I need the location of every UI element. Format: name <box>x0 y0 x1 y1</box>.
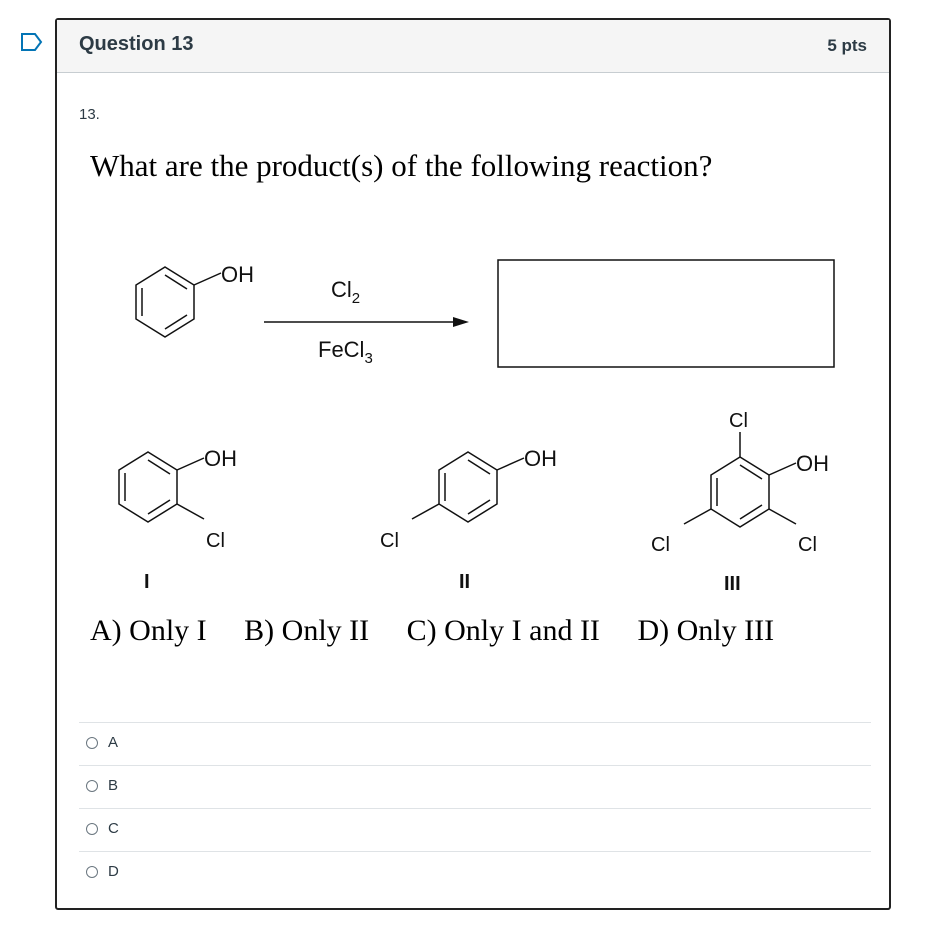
reagent-top <box>331 277 360 307</box>
choices-text-line <box>90 614 804 648</box>
radio-button-a[interactable] <box>86 737 98 749</box>
structure-iii-label: III <box>724 573 741 595</box>
answer-list <box>79 722 871 894</box>
structure-i-ring <box>119 452 204 522</box>
answer-label-c[interactable]: C <box>108 820 119 837</box>
reaction-arrow-head-icon <box>453 317 469 327</box>
answer-option-c[interactable] <box>79 808 871 851</box>
question-text: What are the product(s) of the following reaction? <box>90 148 713 183</box>
reagent-bottom-text: FeCl <box>318 337 365 362</box>
answer-option-a[interactable] <box>79 722 871 765</box>
radio-button-b[interactable] <box>86 780 98 792</box>
choice-text-a: A) Only I <box>90 614 207 647</box>
reactant-oh-label: OH <box>221 262 254 287</box>
radio-button-d[interactable] <box>86 866 98 878</box>
answer-label-b[interactable]: B <box>108 777 119 794</box>
bookmark-flag-icon[interactable] <box>20 32 44 52</box>
structure-i-oh: OH <box>204 446 237 471</box>
radio-button-c[interactable] <box>86 823 98 835</box>
structure-ii-oh: OH <box>524 446 557 471</box>
answer-label-d[interactable]: D <box>108 863 119 880</box>
choice-text-b: B) Only II <box>244 614 370 647</box>
structure-ii-label: II <box>459 571 471 593</box>
choice-text-d: D) Only III <box>637 614 775 647</box>
structure-iii-cl-right: Cl <box>798 534 817 556</box>
structure-iii-ring <box>684 432 796 527</box>
choice-text-c: C) Only I and II <box>406 614 600 647</box>
reagent-top-text: Cl <box>331 277 352 302</box>
question-card <box>55 18 891 910</box>
structure-i-cl: Cl <box>206 530 225 552</box>
reactant-benzene-ring <box>136 267 221 337</box>
reagent-bottom <box>318 337 373 367</box>
structure-ii-cl: Cl <box>380 530 399 552</box>
question-title: Question 13 <box>79 33 194 55</box>
answer-label-a[interactable]: A <box>108 734 119 751</box>
structure-iii-cl-top: Cl <box>729 410 748 432</box>
question-points: 5 pts <box>827 36 867 55</box>
question-number: 13. <box>79 106 100 123</box>
structure-iii-cl-left: Cl <box>651 534 670 556</box>
reagent-top-subscript: 2 <box>351 290 361 307</box>
structure-ii-ring <box>412 452 524 522</box>
answer-option-b[interactable] <box>79 765 871 808</box>
structure-i-label: I <box>144 571 150 593</box>
answer-option-d[interactable] <box>79 851 871 894</box>
reaction-scheme <box>57 20 889 620</box>
structure-iii-oh: OH <box>796 451 829 476</box>
product-answer-box <box>498 260 834 367</box>
reagent-bottom-subscript: 3 <box>364 350 373 367</box>
